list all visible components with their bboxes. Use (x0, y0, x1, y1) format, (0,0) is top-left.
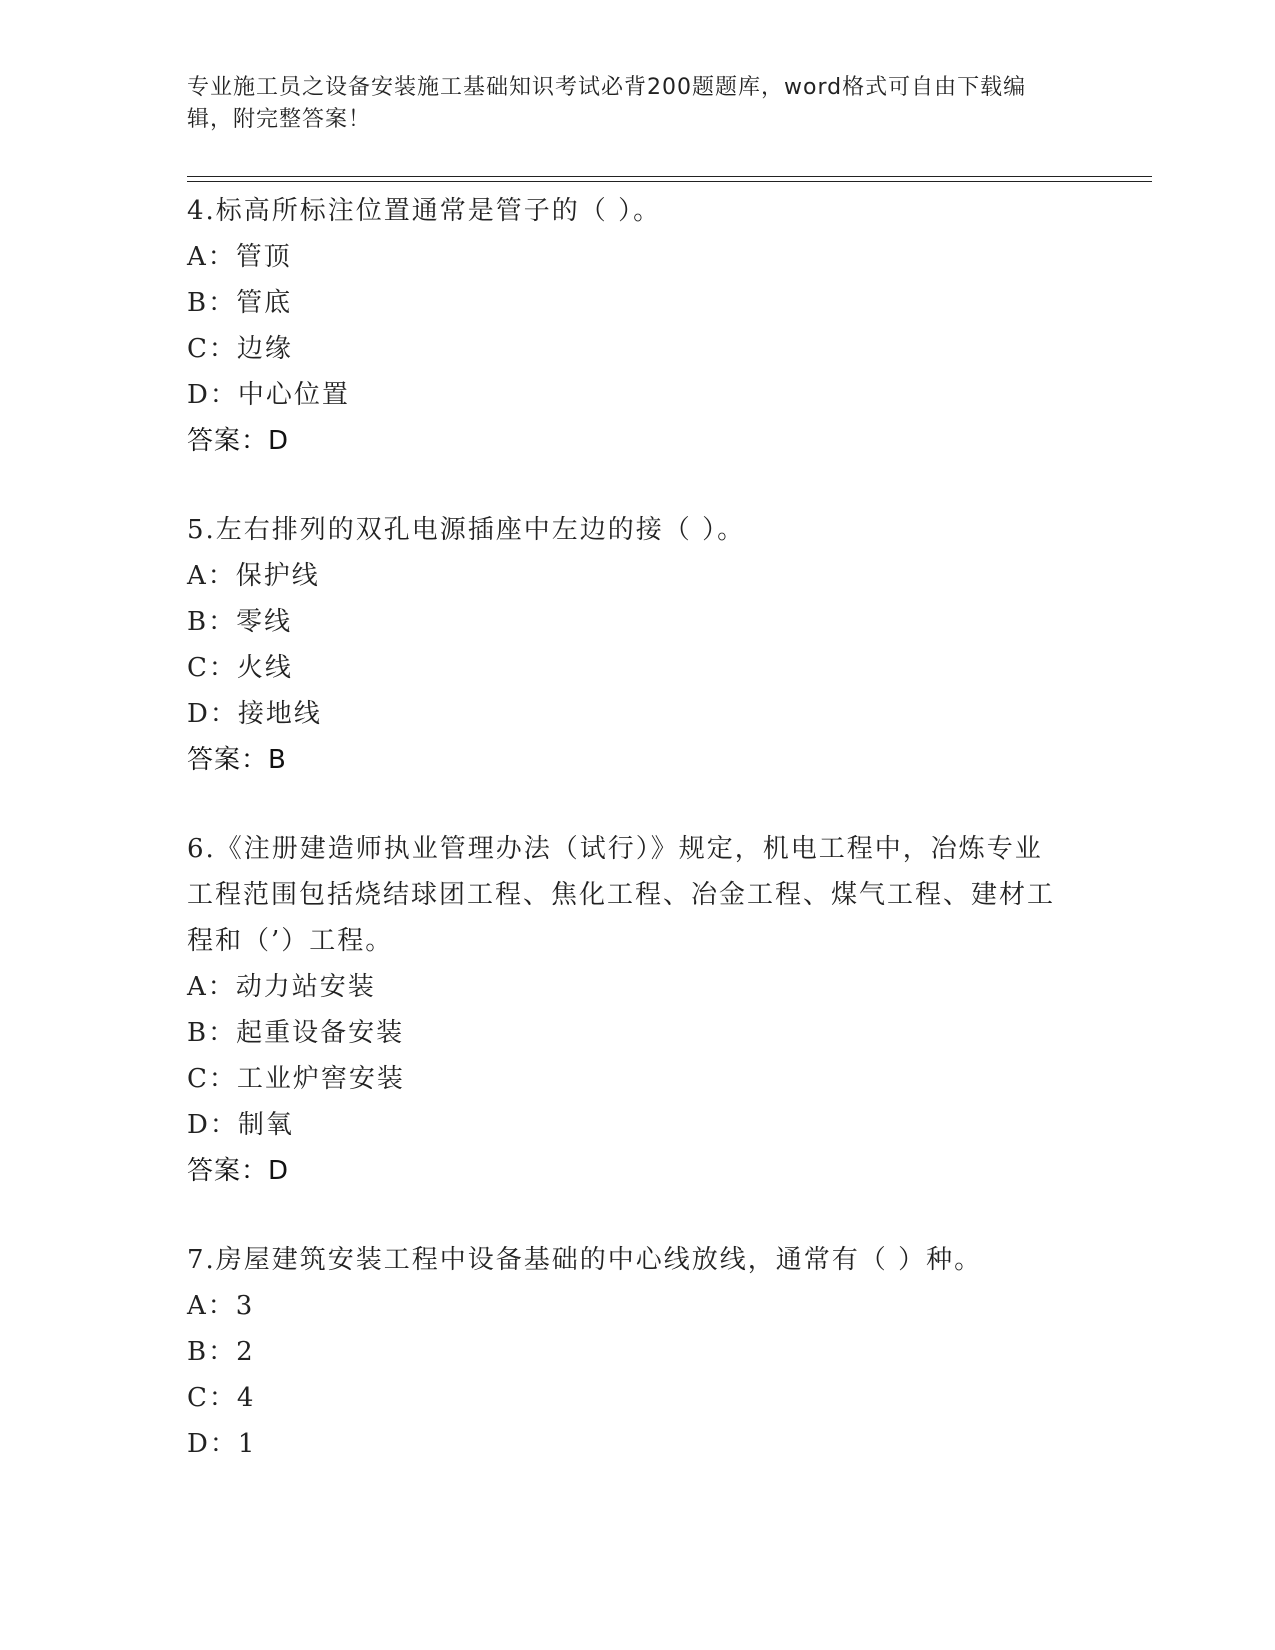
option-c (187, 1056, 1087, 1102)
option-key: C： (187, 1064, 237, 1094)
question-4 (187, 188, 1087, 464)
option-a (187, 553, 1087, 599)
document-header: 专业施工员之设备安装施工基础知识考试必背200题题库，word格式可自由下载编辑，附完整答案！ (187, 75, 1027, 132)
question-7 (187, 1237, 1087, 1467)
option-key: B： (187, 1337, 237, 1367)
option-text: 起重设备安装 (236, 1018, 405, 1048)
option-text: 1 (237, 1429, 257, 1459)
option-a (187, 1283, 1087, 1329)
option-c (187, 645, 1087, 691)
option-c (187, 326, 1087, 372)
option-text: 边缘 (236, 334, 293, 364)
option-text: 4 (236, 1383, 256, 1413)
option-text: 管顶 (235, 242, 292, 272)
option-b (187, 1010, 1087, 1056)
option-key: D： (187, 1110, 238, 1140)
option-key: B： (187, 607, 237, 637)
option-text: 保护线 (235, 561, 320, 591)
option-key: B： (187, 1018, 237, 1048)
option-text: 3 (235, 1291, 255, 1321)
option-key: B： (187, 288, 237, 318)
question-list (187, 188, 1087, 1510)
option-text: 中心位置 (237, 380, 350, 410)
option-text: 管底 (236, 288, 293, 318)
option-b (187, 599, 1087, 645)
option-text: 工业炉窖安装 (236, 1064, 405, 1094)
option-b (187, 1329, 1087, 1375)
question-stem: 4.标高所标注位置通常是管子的（ ）。 (187, 196, 662, 226)
option-text: 零线 (236, 607, 293, 637)
option-key: D： (187, 380, 238, 410)
option-d (187, 1421, 1087, 1467)
option-key: C： (187, 653, 237, 683)
question-stem: 6.《注册建造师执业管理办法（试行）》规定，机电工程中，冶炼专业工程范围包括烧结球团工程、焦化工程、冶金工程、煤气工程、建材工程和（’）工程。 (187, 834, 1056, 956)
question-6 (187, 826, 1087, 1194)
option-key: A： (187, 1291, 236, 1321)
option-key: D： (187, 699, 238, 729)
option-text: 制氧 (237, 1110, 294, 1140)
answer-line: 答案：B (187, 745, 287, 775)
option-text: 2 (236, 1337, 255, 1367)
option-text: 动力站安装 (235, 972, 376, 1002)
option-c (187, 1375, 1087, 1421)
option-d (187, 372, 1087, 418)
option-key: D： (187, 1429, 238, 1459)
option-key: A： (187, 561, 236, 591)
option-a (187, 234, 1087, 280)
option-text: 接地线 (237, 699, 322, 729)
question-stem: 7.房屋建筑安装工程中设备基础的中心线放线，通常有（ ）种。 (187, 1245, 983, 1275)
header-divider-top (187, 176, 1152, 177)
option-text: 火线 (236, 653, 293, 683)
option-key: A： (187, 242, 236, 272)
option-d (187, 1102, 1087, 1148)
option-a (187, 964, 1087, 1010)
option-key: C： (187, 1383, 237, 1413)
option-b (187, 280, 1087, 326)
answer-line: 答案：D (187, 1156, 290, 1186)
option-key: C： (187, 334, 237, 364)
option-d (187, 691, 1087, 737)
question-stem: 5.左右排列的双孔电源插座中左边的接（ ）。 (187, 515, 746, 545)
answer-line: 答案：D (187, 426, 290, 456)
option-key: A： (187, 972, 236, 1002)
header-divider-bottom (187, 181, 1152, 182)
question-5 (187, 507, 1087, 783)
